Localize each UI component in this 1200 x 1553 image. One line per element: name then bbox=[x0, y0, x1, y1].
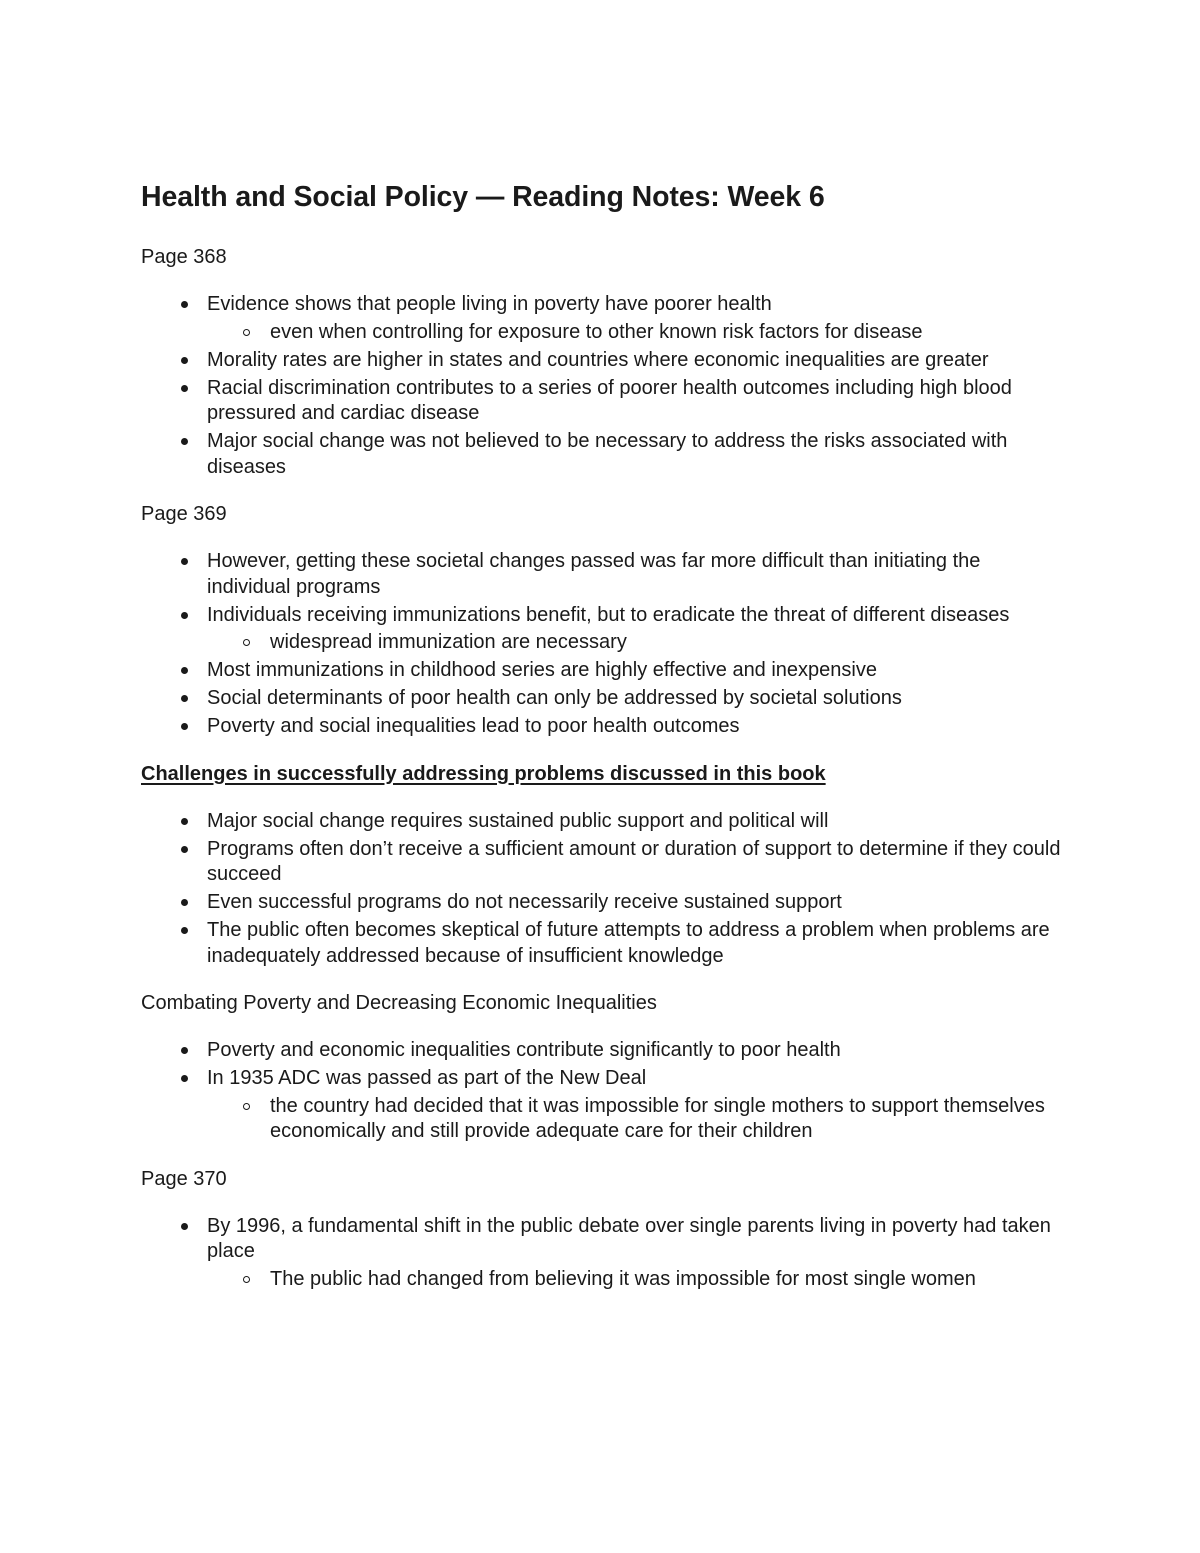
list-item-text: Individuals receiving immunizations benefit, but to eradicate the threat of different diseases bbox=[207, 603, 1010, 626]
hollow-bullet-icon bbox=[243, 639, 250, 646]
sub-list-item bbox=[141, 630, 1061, 656]
bullet-list-page-369 bbox=[141, 549, 1061, 740]
sub-list-item bbox=[141, 320, 1061, 346]
list-item-text: Programs often don’t receive a sufficient amount or duration of support to determine if they could succeed bbox=[207, 837, 1061, 885]
sub-list-item-text: widespread immunization are necessary bbox=[270, 631, 627, 653]
filled-bullet-icon bbox=[181, 385, 188, 392]
list-item-text: Social determinants of poor health can only be addressed by societal solutions bbox=[207, 687, 902, 709]
section-label-combating-poverty: Combating Poverty and Decreasing Economic Inequalities bbox=[141, 992, 657, 1014]
section-label-page-370: Page 370 bbox=[141, 1167, 227, 1190]
filled-bullet-icon bbox=[181, 899, 188, 906]
filled-bullet-icon bbox=[181, 667, 188, 674]
sub-list-item-text: the country had decided that it was impossible for single mothers to support themselves economically and still provide adequate care for their children bbox=[270, 1094, 1045, 1142]
filled-bullet-icon bbox=[181, 927, 188, 934]
filled-bullet-icon bbox=[181, 301, 188, 308]
document-title: Health and Social Policy — Reading Notes: Week 6 bbox=[141, 181, 825, 213]
filled-bullet-icon bbox=[181, 612, 188, 619]
list-item bbox=[141, 348, 1061, 374]
hollow-bullet-icon bbox=[243, 329, 250, 336]
sub-list bbox=[207, 1267, 1061, 1293]
bullet-list-page-370 bbox=[141, 1214, 1061, 1293]
list-item bbox=[141, 549, 1061, 600]
list-item bbox=[141, 429, 1061, 480]
filled-bullet-icon bbox=[181, 357, 188, 364]
filled-bullet-icon bbox=[181, 818, 188, 825]
hollow-bullet-icon bbox=[243, 1276, 250, 1283]
list-item-text: Poverty and social inequalities lead to poor health outcomes bbox=[207, 715, 740, 737]
sub-list bbox=[207, 1094, 1061, 1145]
list-item bbox=[141, 837, 1061, 888]
list-item-text: Major social change was not believed to be necessary to address the risks associated with diseases bbox=[207, 430, 1008, 478]
document-page bbox=[141, 178, 1061, 1313]
section-label-page-369: Page 369 bbox=[141, 503, 227, 525]
list-item-text: However, getting these societal changes passed was far more difficult than initiating the individual programs bbox=[207, 550, 981, 598]
list-item bbox=[141, 890, 1061, 916]
sub-list bbox=[207, 630, 1061, 656]
list-item bbox=[141, 1066, 1061, 1145]
bullet-list-page-368 bbox=[141, 292, 1061, 480]
list-item-text: Most immunizations in childhood series are highly effective and inexpensive bbox=[207, 659, 877, 681]
list-item-text: In 1935 ADC was passed as part of the New Deal bbox=[207, 1067, 647, 1089]
filled-bullet-icon bbox=[181, 695, 188, 702]
section-heading-challenges: Challenges in successfully addressing problems discussed in this book bbox=[141, 762, 826, 785]
list-item-text: Racial discrimination contributes to a series of poorer health outcomes including high blood pressured and cardiac disease bbox=[207, 376, 1012, 424]
filled-bullet-icon bbox=[181, 1075, 188, 1082]
filled-bullet-icon bbox=[181, 438, 188, 445]
list-item bbox=[141, 809, 1061, 835]
list-item-text: Even successful programs do not necessarily receive sustained support bbox=[207, 891, 842, 913]
list-item bbox=[141, 1214, 1061, 1293]
bullet-list-challenges bbox=[141, 809, 1061, 970]
hollow-bullet-icon bbox=[243, 1103, 250, 1110]
sub-list-item-text: The public had changed from believing it was impossible for most single women bbox=[270, 1267, 976, 1290]
list-item-text: Poverty and economic inequalities contribute significantly to poor health bbox=[207, 1039, 841, 1061]
sub-list bbox=[207, 320, 1061, 346]
filled-bullet-icon bbox=[181, 846, 188, 853]
filled-bullet-icon bbox=[181, 1223, 188, 1230]
filled-bullet-icon bbox=[181, 723, 188, 730]
list-item bbox=[141, 603, 1061, 656]
list-item-text: Major social change requires sustained public support and political will bbox=[207, 809, 829, 832]
list-item bbox=[141, 714, 1061, 740]
sub-list-item bbox=[141, 1094, 1061, 1145]
list-item-text: By 1996, a fundamental shift in the public debate over single parents living in poverty had taken place bbox=[207, 1214, 1051, 1262]
section-label-page-368: Page 368 bbox=[141, 246, 227, 268]
filled-bullet-icon bbox=[181, 1047, 188, 1054]
sub-list-item bbox=[141, 1267, 1061, 1293]
list-item bbox=[141, 686, 1061, 712]
list-item-text: Morality rates are higher in states and countries where economic inequalities are greater bbox=[207, 348, 989, 371]
list-item bbox=[141, 658, 1061, 684]
sub-list-item-text: even when controlling for exposure to other known risk factors for disease bbox=[270, 320, 923, 343]
list-item-text: The public often becomes skeptical of future attempts to address a problem when problems are inadequately addressed because of insufficient knowledge bbox=[207, 919, 1050, 967]
list-item-text: Evidence shows that people living in poverty have poorer health bbox=[207, 293, 772, 315]
bullet-list-combating-poverty bbox=[141, 1038, 1061, 1145]
list-item bbox=[141, 376, 1061, 427]
filled-bullet-icon bbox=[181, 558, 188, 565]
list-item bbox=[141, 1038, 1061, 1064]
list-item bbox=[141, 918, 1061, 969]
list-item bbox=[141, 292, 1061, 345]
